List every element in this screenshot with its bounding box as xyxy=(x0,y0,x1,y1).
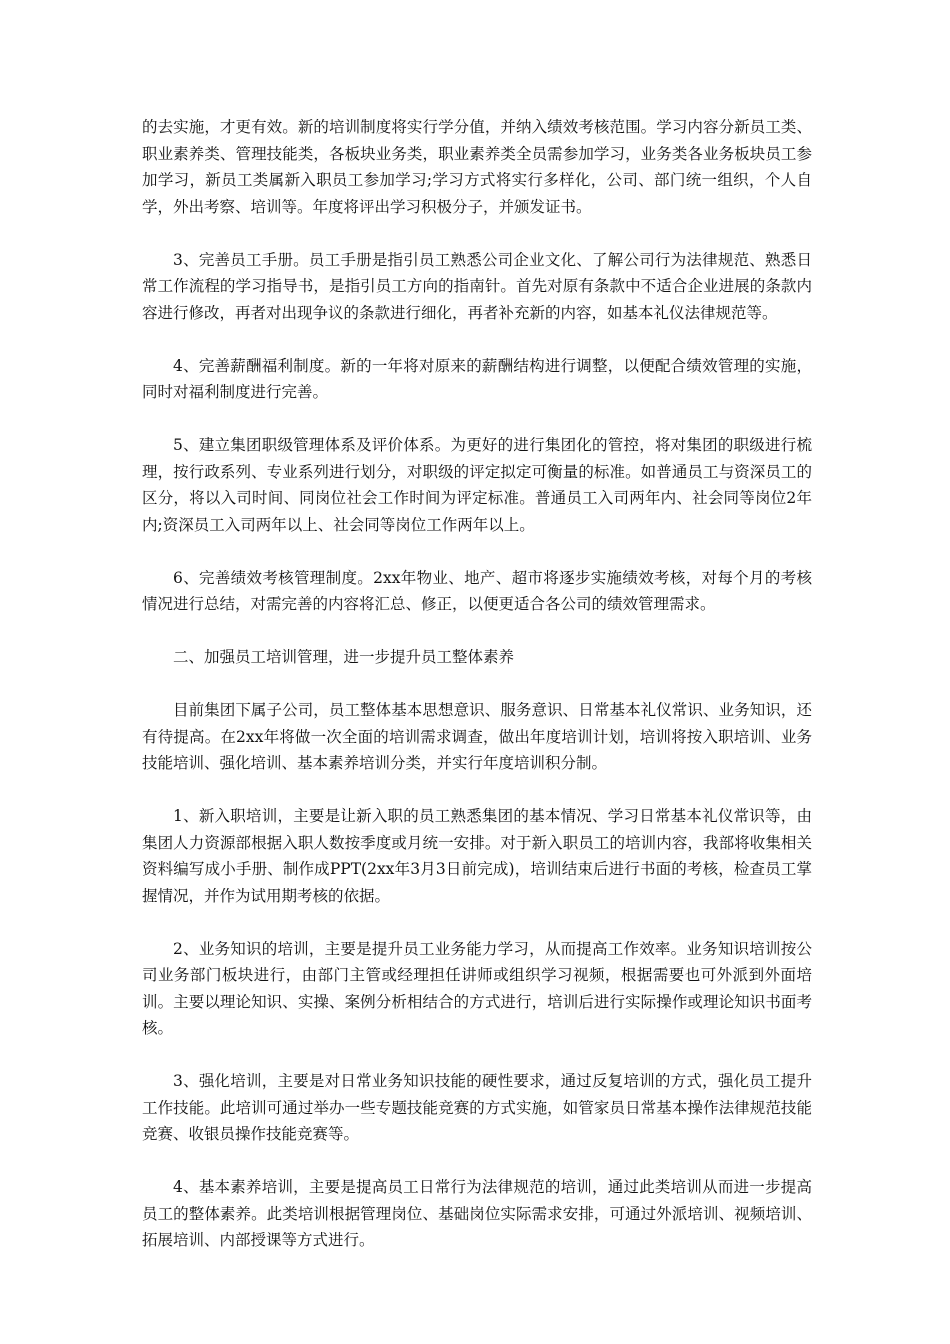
paragraph-intensive-training: 3、强化培训，主要是对日常业务知识技能的硬性要求，通过反复培训的方式，强化员工提升工作技能。此培训可通过举办一些专题技能竞赛的方式实施，如管家员日常基本操作法律规范技能竞赛、收银员操作技能竞赛等。 xyxy=(142,1072,812,1143)
paragraph-onboarding-training: 1、新入职培训，主要是让新入职的员工熟悉集团的基本情况、学习日常基本礼仪常识等，由集团人力资源部根据入职人数按季度或月统一安排。对于新入职员工的培训内容，我部将收集相关资料编写成小手册、制作成PPT(2xx年3月3日前完成)，培训结束后进行书面的考核，检查员工掌握情况，并作为试用期考核的依据。 xyxy=(142,807,812,905)
paragraph-employee-handbook: 3、完善员工手册。员工手册是指引员工熟悉公司企业文化、了解公司行为法律规范、熟悉日常工作流程的学习指导书，是指引员工方向的指南针。首先对原有条款中不适合企业进展的条款内容进行修改，再者对出现争议的条款进行细化，再者补充新的内容，如基本礼仪法律规范等。 xyxy=(142,250,812,322)
paragraph-basic-quality-training: 4、基本素养培训，主要是提高员工日常行为法律规范的培训，通过此类培训从而进一步提高员工的整体素养。此类培训根据管理岗位、基础岗位实际需求安排，可通过外派培训、视频培训、拓展培训、内部授课等方式进行。 xyxy=(142,1178,812,1249)
paragraph-job-grade-system: 5、建立集团职级管理体系及评价体系。为更好的进行集团化的管控，将对集团的职级进行梳理，按行政系列、专业系列进行划分，对职级的评定拟定可衡量的标准。如普通员工与资深员工的区分，将以入司时间、同岗位社会工作时间为评定标准。普通员工入司两年内、社会同等岗位2年内;资深员工入司两年以上、社会同等岗位工作两年以上。 xyxy=(142,436,812,534)
document-body xyxy=(142,114,812,1280)
paragraph-business-knowledge-training: 2、业务知识的培训，主要是提升员工业务能力学习，从而提高工作效率。业务知识培训按公司业务部门板块进行，由部门主管或经理担任讲师或组织学习视频，根据需要也可外派到外面培训。主要以理论知识、实操、案例分析相结合的方式进行，培训后进行实际操作或理论知识书面考核。 xyxy=(142,939,812,1037)
section-heading-training: 二、加强员工培训管理，进一步提升员工整体素养 xyxy=(173,648,515,666)
paragraph-performance-appraisal: 6、完善绩效考核管理制度。2xx年物业、地产、超市将逐步实施绩效考核，对每个月的考核情况进行总结，对需完善的内容将汇总、修正，以便更适合各公司的绩效管理需求。 xyxy=(142,568,812,613)
paragraph-continuation: 的去实施，才更有效。新的培训制度将实行学分值，并纳入绩效考核范围。学习内容分新员工类、职业素养类、管理技能类，各板块业务类，职业素养类全员需参加学习，业务类各业务板块员工参加学习，新员工类属新入职员工参加学习;学习方式将实行多样化，公司、部门统一组织，个人自学，外出考察、培训等。年度将评出学习积极分子，并颁发证书。 xyxy=(142,118,812,216)
paragraph-compensation: 4、完善薪酬福利制度。新的一年将对原来的薪酬结构进行调整，以便配合绩效管理的实施，同时对福利制度进行完善。 xyxy=(142,356,812,401)
paragraph-training-overview: 目前集团下属子公司，员工整体基本思想意识、服务意识、日常基本礼仪常识、业务知识，还有待提高。在2xx年将做一次全面的培训需求调查，做出年度培训计划，培训将按入职培训、业务技能培训、强化培训、基本素养培训分类，并实行年度培训积分制。 xyxy=(142,701,812,772)
